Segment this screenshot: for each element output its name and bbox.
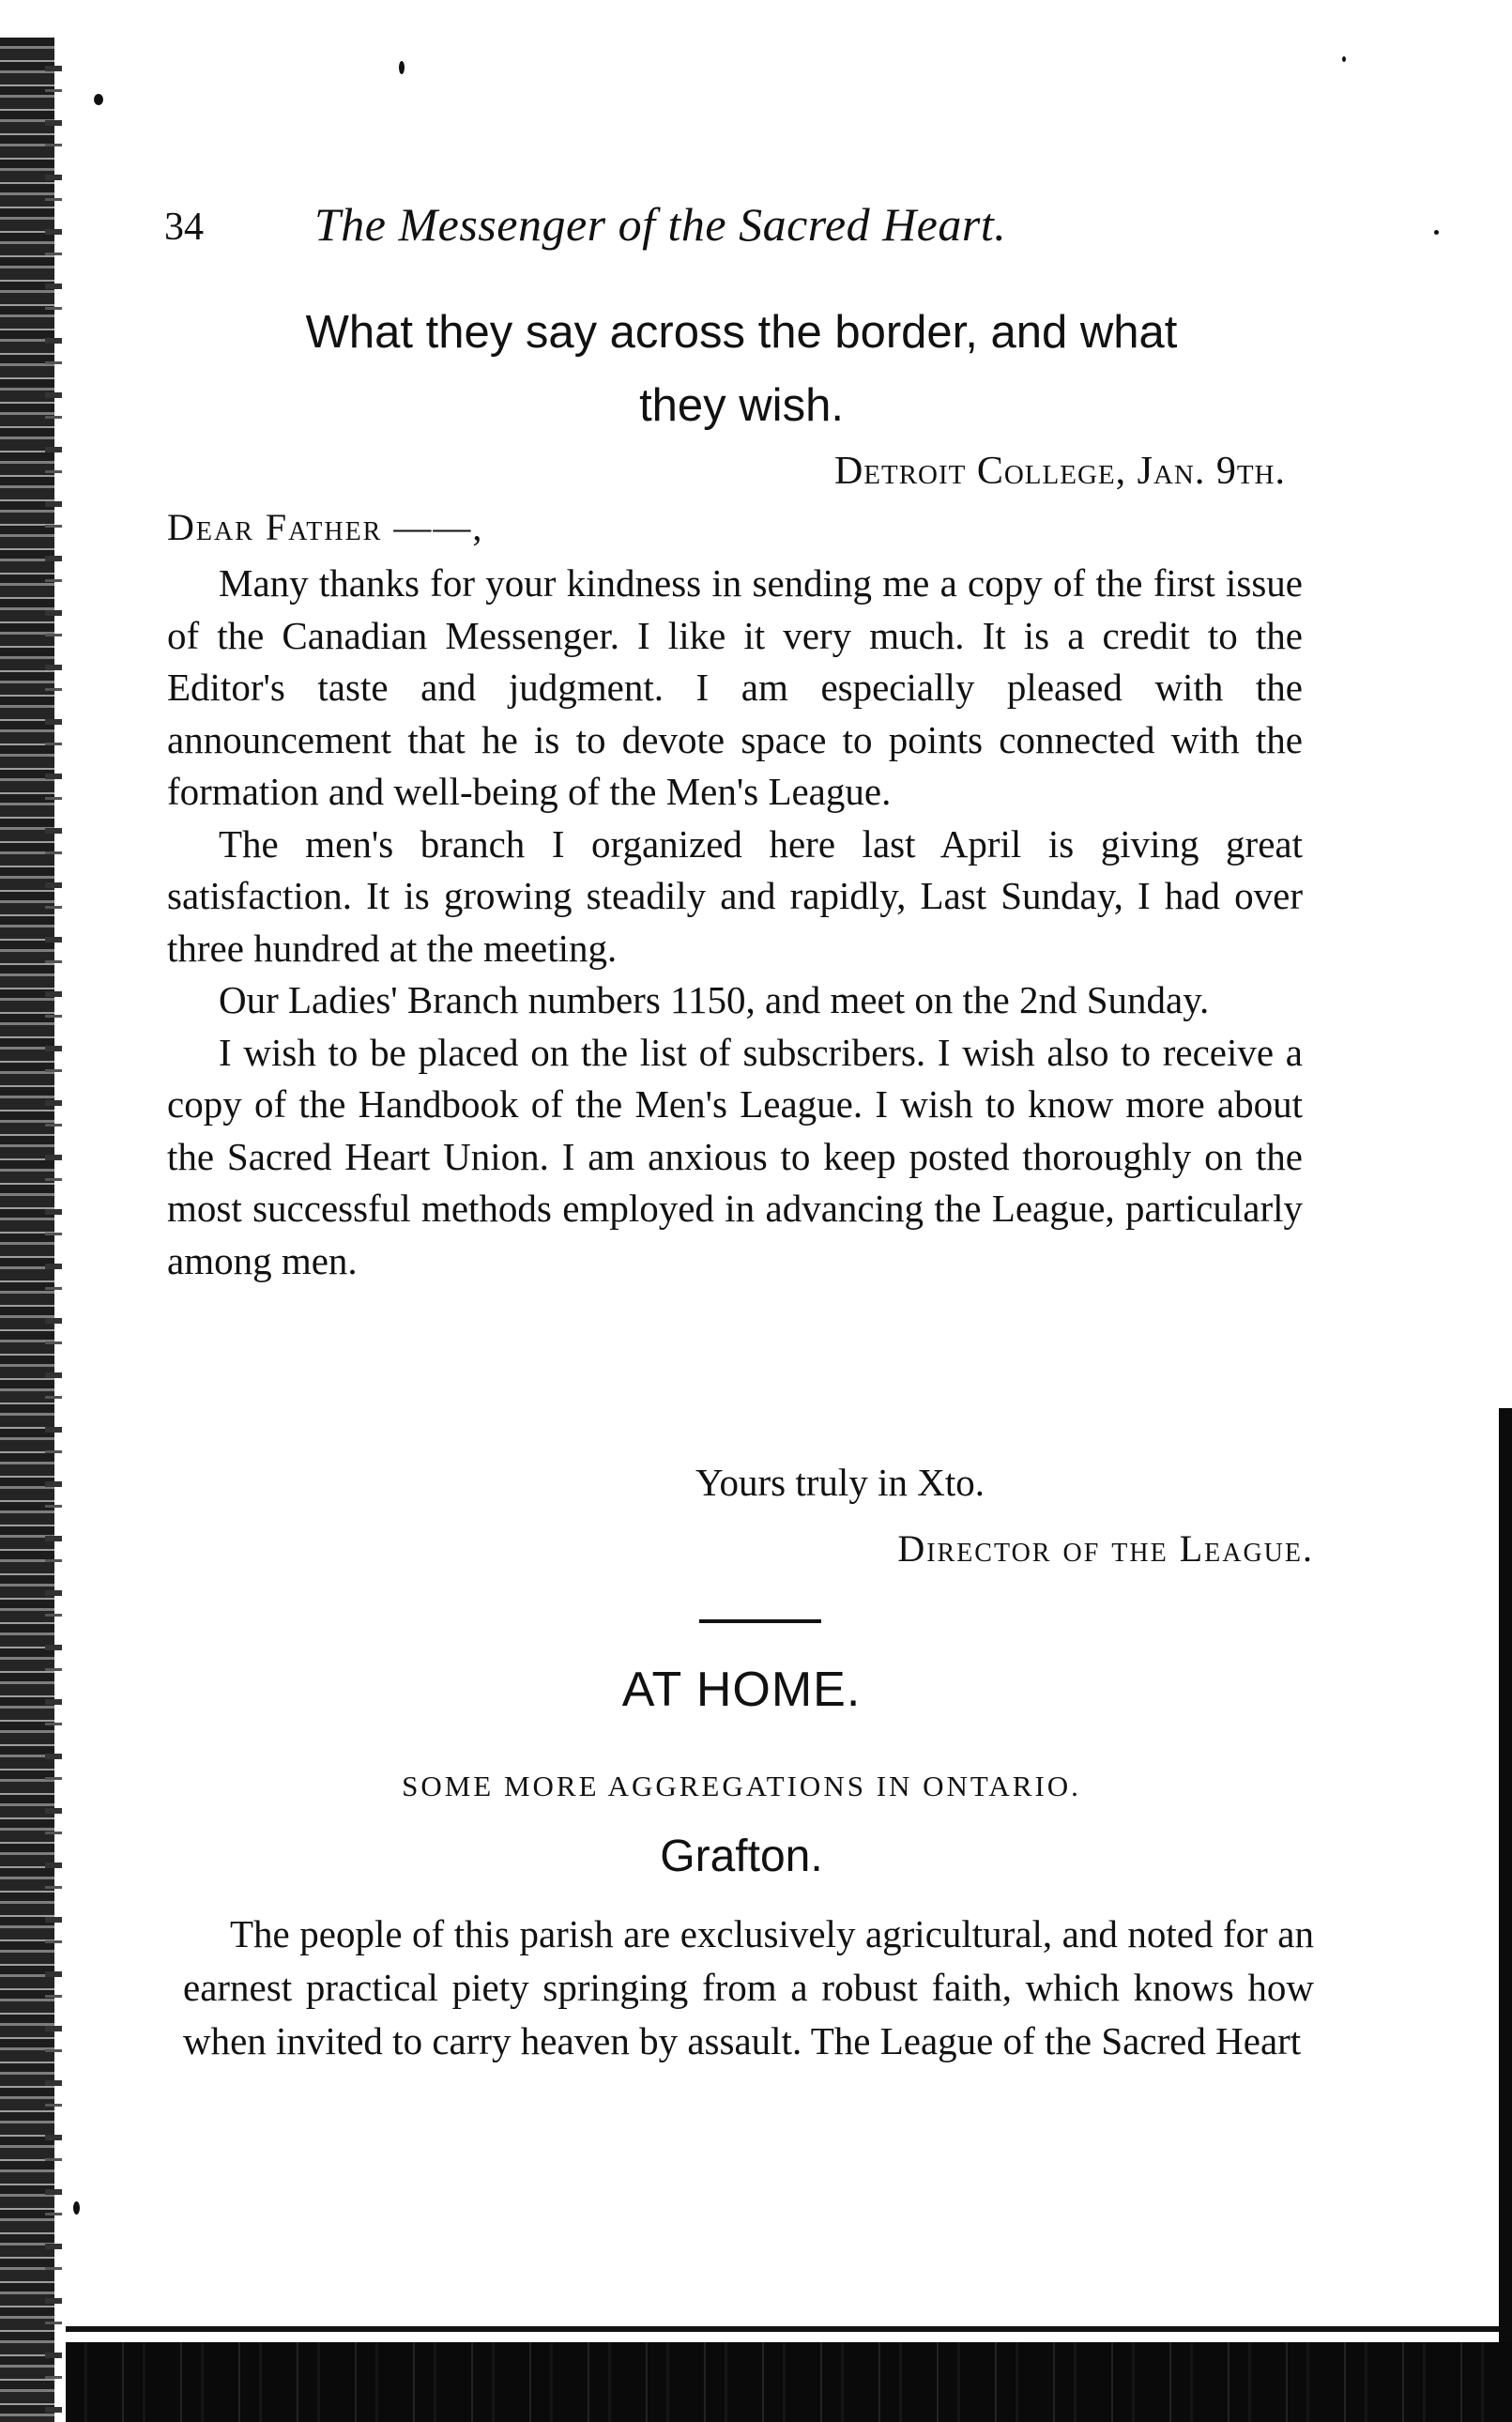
bottom-scan-band [66, 2342, 1512, 2422]
letter-signature: Director of the League. [897, 1527, 1314, 1570]
letter-closing-text: Yours truly in Xto. [695, 1461, 985, 1504]
letter-dateline: Detroit College, Jan. 9th. [833, 450, 1286, 493]
section-divider [699, 1619, 821, 1623]
scan-speck [1342, 56, 1346, 62]
letter-body [167, 558, 1303, 1287]
scan-speck [1434, 230, 1439, 235]
article-title-line-2: they wish. [639, 380, 844, 431]
section-subtitle: SOME MORE AGGREGATIONS IN ONTARIO. [402, 1770, 1081, 1802]
letter-paragraph: Many thanks for your kindness in sending me a copy of the first issue of the Canadian Messenger. I like it very much. It is a credit to the Editor's taste and judgment. I am especially pleased with the announcement that he is to devote space to points connected with the formation and well-being of the Men's League. [167, 561, 1303, 813]
letter-closing [160, 1460, 1323, 1505]
section-body [183, 1908, 1314, 2068]
section-title: AT HOME. [621, 1663, 862, 1717]
scan-speck [73, 2201, 80, 2215]
page-header [164, 197, 1319, 253]
running-title: The Messenger of the Sacred Heart. [314, 198, 1007, 251]
letter-salutation: Dear Father ——, [167, 506, 484, 548]
right-page-edge [1499, 1408, 1512, 2347]
section-paragraph: The people of this parish are exclusively agricultural, and noted for an earnest practical piety springing from a robust faith, which knows how when invited to carry heaven by assault. The League of the Sacred Heart [183, 1912, 1314, 2062]
letter-paragraph: Our Ladies' Branch numbers 1150, and meet on the 2nd Sunday. [219, 978, 1210, 1021]
letter-paragraph: I wish to be placed on the list of subscribers. I wish also to receive a copy of the Handbook of the Men's League. I wish to know more about the Sacred Heart Union. I am anxious to keep posted thoroughly on the most successful methods employed in advancing the League, particularly among men. [167, 1030, 1303, 1282]
scan-speck [399, 61, 405, 74]
place-heading: Grafton. [660, 1832, 823, 1881]
article-title-line-1: What they say across the border, and what [305, 307, 1178, 358]
bottom-page-edge [66, 2326, 1499, 2332]
scan-speck [94, 94, 103, 105]
article-title [160, 296, 1323, 442]
page-number: 34 [164, 206, 204, 249]
left-binding-shadow [45, 38, 62, 2422]
letter-paragraph: The men's branch I organized here last April is giving great satisfaction. It is growing steadily and rapidly, Last Sunday, I had over three hundred at the meeting. [167, 821, 1303, 970]
